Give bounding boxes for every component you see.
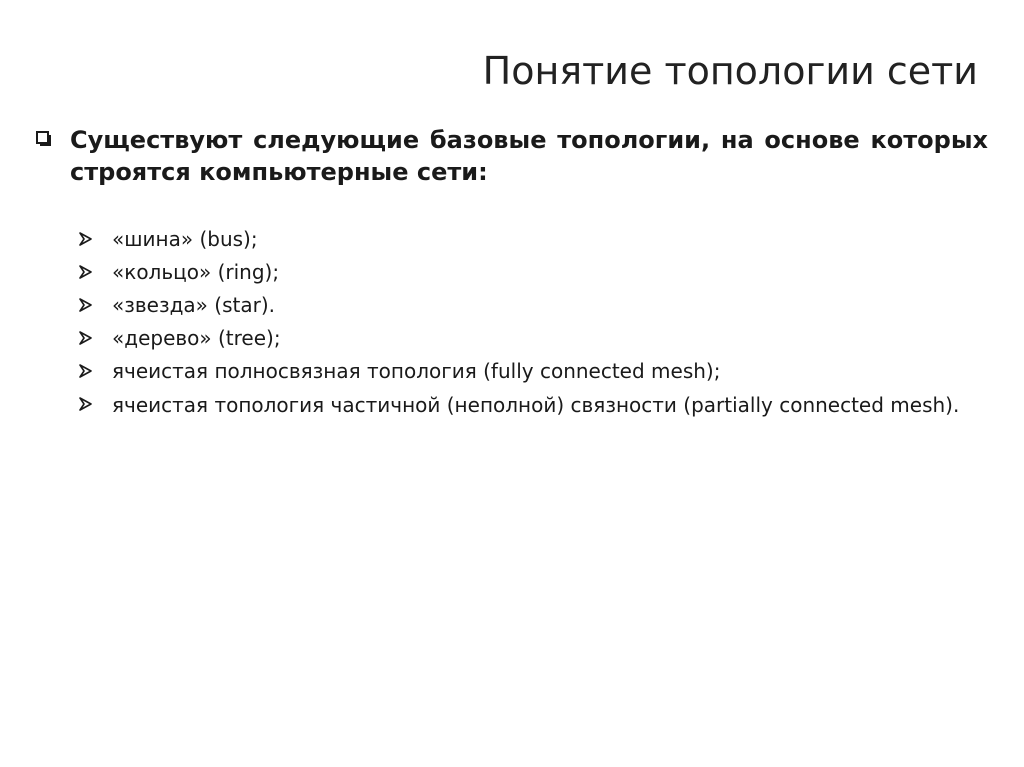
- topology-list: [78, 226, 988, 425]
- arrowhead-icon: [78, 331, 92, 345]
- list-item-text: «дерево» (tree);: [112, 326, 281, 350]
- list-item: [78, 325, 988, 352]
- arrowhead-icon: [78, 397, 92, 411]
- list-item-text: ячеистая полносвязная топология (fully connected mesh);: [112, 359, 721, 383]
- list-item: [78, 292, 988, 319]
- arrowhead-icon: [78, 364, 92, 378]
- list-item: [78, 391, 988, 419]
- main-point-text: Существуют следующие базовые топологии, на основе которых строятся компьютерные сети:: [70, 126, 988, 186]
- arrowhead-icon: [78, 232, 92, 246]
- list-item-text: «шина» (bus);: [112, 227, 258, 251]
- arrowhead-icon: [78, 298, 92, 312]
- checkbox-square-icon: [36, 131, 49, 144]
- list-item: [78, 259, 988, 286]
- arrowhead-icon: [78, 265, 92, 279]
- list-item-text: ячеистая топология частичной (неполной) связности (partially connected mesh).: [112, 393, 960, 417]
- list-item: [78, 226, 988, 253]
- list-item: [78, 358, 988, 385]
- list-item-text: «кольцо» (ring);: [112, 260, 280, 284]
- list-item-text: «звезда» (star).: [112, 293, 275, 317]
- main-point: [36, 124, 988, 188]
- slide-title: Понятие топологии сети: [482, 49, 978, 93]
